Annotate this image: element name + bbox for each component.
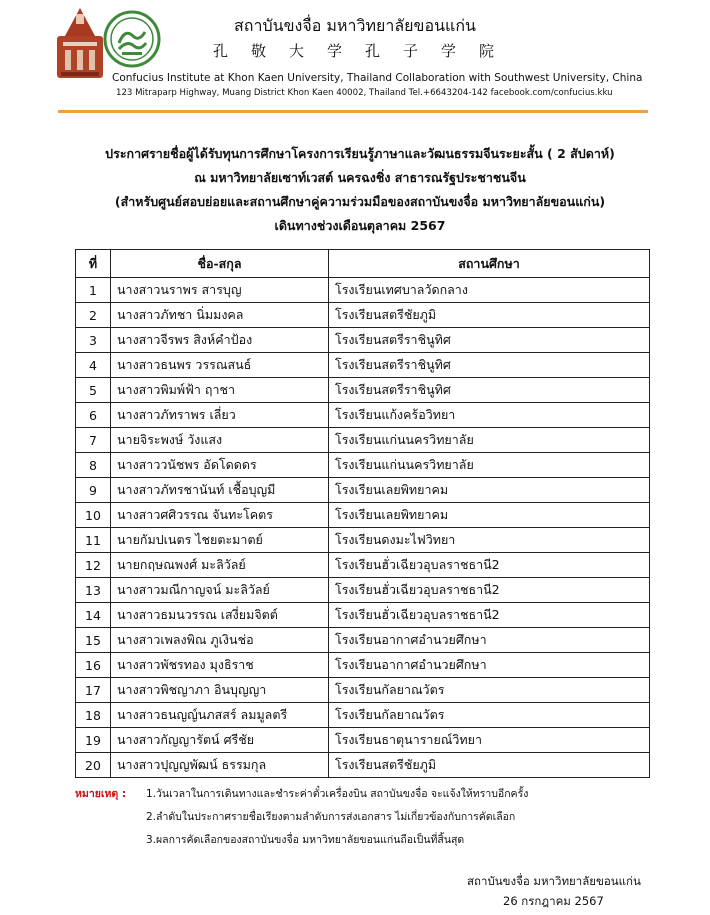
recipient-name: นางสาวกัญญารัตน์ ศรีชัย: [111, 728, 329, 753]
school-name: โรงเรียนธาตุนารายณ์วิทยา: [329, 728, 650, 753]
school-name: โรงเรียนเลยพิทยาคม: [329, 478, 650, 503]
recipient-name: นายกฤษณพงศ์ มะลิวัลย์: [111, 553, 329, 578]
column-header-number: ที่: [76, 250, 111, 278]
school-name: โรงเรียนแก้งคร้อวิทยา: [329, 403, 650, 428]
recipient-name: นางสาวภัทราพร เลี่ยว: [111, 403, 329, 428]
title-line: (สำหรับศูนย์สอบย่อยและสถานศึกษาคู่ความร่วมมือของสถาบันขงจื่อ มหาวิทยาลัยขอนแก่น): [114, 194, 606, 209]
school-name: โรงเรียนฮั่วเฉียวอุบลราชธานี2: [329, 603, 650, 628]
table-row: [76, 303, 650, 328]
table-row: [76, 378, 650, 403]
row-number: 11: [76, 528, 111, 553]
row-number: 8: [76, 453, 111, 478]
table-row: [76, 453, 650, 478]
table-row: [76, 728, 650, 753]
recipient-name: นางสาววนัชพร อัดโดดดร: [111, 453, 329, 478]
confucius-institute-logo: [103, 10, 161, 68]
row-number: 4: [76, 353, 111, 378]
row-number: 17: [76, 678, 111, 703]
signature-date: 26 กรกฎาคม 2567: [503, 894, 604, 908]
table-row: [76, 603, 650, 628]
table-row: [76, 528, 650, 553]
recipient-name: นายจิระพงษ์ วังแสง: [111, 428, 329, 453]
institute-english-name: Confucius Institute at Khon Kaen University, Thailand Collaboration with Southwest University, China: [112, 72, 643, 84]
table-row: [76, 328, 650, 353]
kku-seal-icon: [55, 6, 105, 80]
column-header-name: ชื่อ-สกุล: [111, 250, 329, 278]
recipient-name: นางสาวปุญญพัฒน์ ธรรมกุล: [111, 753, 329, 778]
recipient-name: นางสาวพัชรทอง มุงธิราช: [111, 653, 329, 678]
row-number: 6: [76, 403, 111, 428]
school-name: โรงเรียนเลยพิทยาคม: [329, 503, 650, 528]
school-name: โรงเรียนดงมะไฟวิทยา: [329, 528, 650, 553]
row-number: 5: [76, 378, 111, 403]
remark-item: 3.ผลการคัดเลือกของสถาบันขงจื่อ มหาวิทยาลัยขอนแก่นถือเป็นที่สิ้นสุด: [146, 834, 465, 846]
table-header-row: [76, 250, 650, 278]
row-number: 18: [76, 703, 111, 728]
recipient-name: นางสาวเพลงพิณ ภูเงินช่อ: [111, 628, 329, 653]
school-name: โรงเรียนอากาศอำนวยศึกษา: [329, 628, 650, 653]
signature-organization: สถาบันขงจื่อ มหาวิทยาลัยขอนแก่น: [467, 874, 641, 888]
column-header-school: สถานศึกษา: [329, 250, 650, 278]
school-name: โรงเรียนกัลยาณวัตร: [329, 678, 650, 703]
row-number: 20: [76, 753, 111, 778]
row-number: 3: [76, 328, 111, 353]
school-name: โรงเรียนแก่นนครวิทยาลัย: [329, 428, 650, 453]
row-number: 2: [76, 303, 111, 328]
table-row: [76, 403, 650, 428]
school-name: โรงเรียนกัลยาณวัตร: [329, 703, 650, 728]
announcement-title: [60, 142, 660, 238]
school-name: โรงเรียนฮั่วเฉียวอุบลราชธานี2: [329, 553, 650, 578]
recipient-name: นางสาวพิชญาภา อินบุญญา: [111, 678, 329, 703]
table-row: [76, 503, 650, 528]
row-number: 16: [76, 653, 111, 678]
scholarship-recipients-table: [75, 249, 650, 778]
row-number: 9: [76, 478, 111, 503]
school-name: โรงเรียนแก่นนครวิทยาลัย: [329, 453, 650, 478]
recipient-name: นางสาวจีรพร สิงห์คำป้อง: [111, 328, 329, 353]
table-row: [76, 628, 650, 653]
row-number: 7: [76, 428, 111, 453]
remark-item: 2.ลำดับในประกาศรายชื่อเรียงตามลำดับการส่งเอกสาร ไม่เกี่ยวข้องกับการคัดเลือก: [146, 811, 516, 823]
recipient-name: นางสาวมณีกาญจน์ มะลิวัลย์: [111, 578, 329, 603]
recipient-name: นางสาวภัทรชานันท์ เชื้อบุญมี: [111, 478, 329, 503]
row-number: 19: [76, 728, 111, 753]
recipient-name: นางสาวนราพร สารบุญ: [111, 278, 329, 303]
table-row: [76, 478, 650, 503]
row-number: 13: [76, 578, 111, 603]
recipient-name: นายกัมปเนตร ไชยตะมาตย์: [111, 528, 329, 553]
recipient-name: นางสาวธนพร วรรณสนธ์: [111, 353, 329, 378]
recipient-name: นางสาวธนญญ์นภสสร์ ลมมูลตรี: [111, 703, 329, 728]
table-row: [76, 703, 650, 728]
table-row: [76, 278, 650, 303]
remark-item: 1.วันเวลาในการเดินทางและชำระค่าตั๋วเครื่องบิน สถาบันขงจื่อ จะแจ้งให้ทราบอีกครั้ง: [146, 788, 529, 800]
school-name: โรงเรียนสตรีชัยภูมิ: [329, 303, 650, 328]
table-row: [76, 653, 650, 678]
table-row: [76, 428, 650, 453]
school-name: โรงเรียนสตรีราชินูทิศ: [329, 378, 650, 403]
table-row: [76, 578, 650, 603]
school-name: โรงเรียนสตรีราชินูทิศ: [329, 328, 650, 353]
row-number: 1: [76, 278, 111, 303]
table-row: [76, 353, 650, 378]
school-name: โรงเรียนสตรีราชินูทิศ: [329, 353, 650, 378]
header-divider: [58, 110, 648, 113]
recipient-name: นางสาวธมนวรรณ เสงี่ยมจิตต์: [111, 603, 329, 628]
title-line: ประกาศรายชื่อผู้ได้รับทุนการศึกษาโครงการเรียนรู้ภาษาและวัฒนธรรมจีนระยะสั้น ( 2 สัปดาห์): [105, 146, 615, 161]
table-row: [76, 753, 650, 778]
table-row: [76, 553, 650, 578]
remarks-label: หมายเหตุ :: [75, 788, 127, 800]
row-number: 10: [76, 503, 111, 528]
school-name: โรงเรียนสตรีชัยภูมิ: [329, 753, 650, 778]
title-line: ณ มหาวิทยาลัยเซาท์เวสต์ นครฉงชิ่ง สาธารณรัฐประชาชนจีน: [194, 170, 526, 185]
recipient-name: นางสาวศศิวรรณ จันทะโคตร: [111, 503, 329, 528]
title-line: เดินทางช่วงเดือนตุลาคม 2567: [274, 218, 446, 233]
institute-chinese-name: 孔敬大学孔子学院: [212, 42, 517, 60]
school-name: โรงเรียนฮั่วเฉียวอุบลราชธานี2: [329, 578, 650, 603]
school-name: โรงเรียนเทศบาลวัดกลาง: [329, 278, 650, 303]
recipient-name: นางสาวภัทชา นิ่มมงคล: [111, 303, 329, 328]
row-number: 14: [76, 603, 111, 628]
institute-address: 123 Mitraparp Highway, Muang District Khon Kaen 40002, Thailand Tel.+6643204-142 facebook.com/confucius.kku: [116, 88, 613, 98]
institute-thai-name: สถาบันขงจื่อ มหาวิทยาลัยขอนแก่น: [234, 16, 476, 35]
recipient-name: นางสาวพิมพ์ฟ้า ฤาชา: [111, 378, 329, 403]
table-row: [76, 678, 650, 703]
school-name: โรงเรียนอากาศอำนวยศึกษา: [329, 653, 650, 678]
row-number: 15: [76, 628, 111, 653]
row-number: 12: [76, 553, 111, 578]
letterhead: [0, 0, 710, 115]
